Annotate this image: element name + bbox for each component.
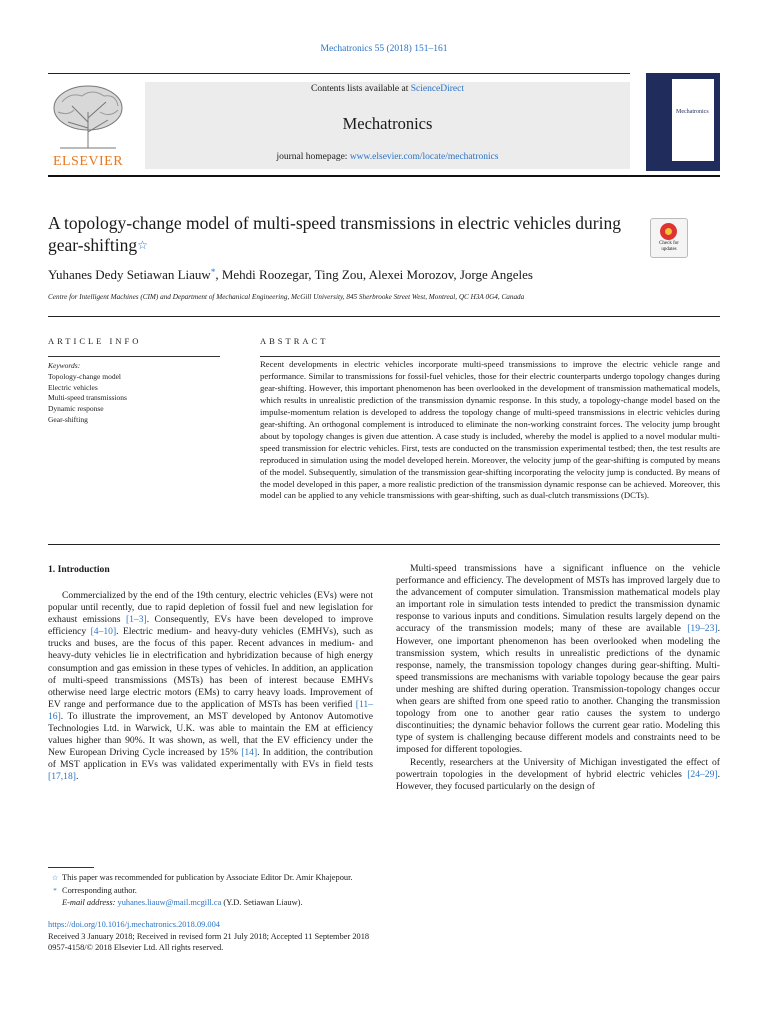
footnote-corresponding-text: Corresponding author. [62, 885, 137, 895]
email-suffix: (Y.D. Setiawan Liauw). [223, 898, 303, 907]
keyword-item: Topology-change model [48, 371, 121, 381]
footnote-email [48, 897, 353, 909]
email-label: E-mail address: [62, 898, 116, 907]
keywords-label: Keywords: [48, 361, 81, 370]
header-rule [48, 73, 630, 74]
footnotes [48, 872, 353, 909]
footnote-star-mark: ☆ [51, 874, 59, 882]
tree-icon [48, 82, 128, 150]
citation-link[interactable]: [17,18] [48, 771, 76, 783]
crossmark-label: Check for updates [659, 241, 679, 252]
crossmark-icon [660, 223, 677, 240]
abstract-heading: ABSTRACT [260, 336, 329, 346]
keyword-item: Dynamic response [48, 404, 104, 414]
citation-link[interactable]: [24–29] [687, 768, 718, 780]
article-info-heading: ARTICLE INFO [48, 336, 142, 346]
abstract-text: Recent developments in electric vehicles incorporate multi-speed transmissions to improve the electric vehicle range and performance. Similar to transmissions for fossil-fuel vehicles, those for their electric counterparts undergo topology changes during gear-shifting. However, this important phenomenon has been overlooked in the development of transmission mathematical models, which results in unrealistic prediction of the transmission dynamic response. In this study, a topology-change model based on the impulse-momentum relation is developed to address the topology change of multi-speed transmissions in electric vehicles during gear-shifting. An orthogonal complement is introduced to eliminate the non-working constraint forces. The velocity jump brought about by topology changes is given due attention. A case study is included, whereby the model is applied to a novel modular multi-speed transmission for electric vehicles. First, tests are conducted on the transmission experimental testbed; then, the test results are reproduced in simulation using the model developed herein. Moreover, the velocity jump of the gear-shifting is computed by means of the model. Subsequently, simulation of the transmission gear-shifting incorporating the velocity jump is conducted. By means of the model developed in this paper, a more realistic prediction of the transmission dynamic response can be achieved. Moreover, this model can be applied to any vehicle transmissions with gear-shifting, such as dual-clutch transmissions (DCTs). [260, 359, 720, 501]
contents-prefix: Contents lists available at [310, 84, 409, 94]
doi-link[interactable]: https://doi.org/10.1016/j.mechatronics.2018.09.004 [48, 920, 220, 929]
author-list [48, 267, 533, 283]
keyword-item: Gear-shifting [48, 414, 88, 424]
citation-link[interactable]: [11–16] [48, 698, 373, 722]
copyright: 0957-4158/© 2018 Elsevier Ltd. All rights reserved. [48, 943, 224, 952]
keyword-item: Multi-speed transmissions [48, 393, 127, 403]
keywords-block [48, 361, 127, 426]
footnote-editor-text: This paper was recommended for publication by Associate Editor Dr. Amir Khajepour. [62, 873, 353, 882]
affiliation-rule [48, 316, 720, 317]
journal-cover-thumbnail[interactable] [646, 73, 720, 171]
intro-paragraph-right-1: Multi-speed transmissions have a significant influence on the vehicle performance and efficiency. The development of MSTs has improved largely due to the advancement of computer simulation. Transmission mathematical models play an important role in simulation tests intended to predict the transmission dynamic response to various inputs and conditions. Simulation results largely depend on the accuracy of the transmission models; many of these are available [19–23]. However, one important phenomenon has been overlooked when modeling the transmission system, which results in unrealistic predictions of the dynamic response, namely, the transmission topology changes during gear-shifting. Multi-speed transmissions are mechanisms with variable topology because the gear pairs under meshing are shifted during operation. Transmission-topology changes occur when gears are shifted from one speed ratio to another. Changing the transmission topology from one to another gear ratio causes the system to undergo discontinuities; the dynamic behavior follows the current gear ratio. Modeling this type of system is challenging because different models and constraints need to be imposed for different topologies. [396, 563, 720, 756]
homepage-prefix: journal homepage: [276, 152, 348, 162]
masthead-rule [48, 175, 720, 177]
intro-paragraph-left: Commercialized by the end of the 19th century, electric vehicles (EVs) were not popular until recently, due to rapid depletion of fossil fuel and new legislation for exhaust emissions [1–3]. Consequently, EVs have been developed to improve efficiency [4–10]. Electric medium- and heavy-duty vehicles (EMHVs), such as trucks and buses, are the focus of this paper. Recent advances in medium- and heavy-duty vehicles lie in electrification and hybridization because of high energy consumption and gas emission in these types of vehicles. In addition, an application of multi-speed transmissions (MSTs) has been of interest because EMHVs otherwise need large electric motors (EMs) to carry heavy loads. Improvement of EV range and performance due to the application of MSTs has been verified [11–16]. To illustrate the improvement, an MST developed by Antonov Automotive Technologies Ltd. in Warwick, U.K. was able to maintain the EM at efficiency values higher than 90%. It was shown, as well, that the EV efficiency under the New European Driving Cycle increased by 15% [14]. In addition, the contribution of MST application in EVs was validated experimentally with EVs in field tests [17,18]. [48, 590, 373, 783]
corresponding-author-mark[interactable]: * [210, 267, 216, 277]
intro-column-right [396, 563, 720, 793]
abstract-rule [260, 356, 720, 357]
article-info-rule [48, 356, 220, 357]
elsevier-wordmark: ELSEVIER [52, 154, 124, 169]
footnote-editor [48, 872, 353, 885]
cover-title: Mechatronics [676, 109, 709, 115]
contents-line [145, 84, 630, 94]
sciencedirect-link[interactable]: ScienceDirect [410, 84, 464, 94]
title-footnote-mark[interactable]: ☆ [137, 238, 148, 252]
author-first[interactable]: Yuhanes Dedy Setiawan Liauw [48, 267, 211, 282]
publication-info [48, 919, 369, 954]
footnote-corresponding [48, 885, 353, 898]
homepage-line [145, 152, 630, 162]
email-link[interactable]: yuhanes.liauw@mail.mcgill.ca [117, 898, 222, 907]
citation-link[interactable]: [4–10] [90, 626, 117, 638]
keyword-item: Electric vehicles [48, 382, 98, 392]
elsevier-logo [48, 82, 128, 170]
journal-name: Mechatronics [342, 114, 433, 133]
check-for-updates-badge[interactable] [650, 218, 688, 258]
footnote-asterisk-mark: * [53, 886, 57, 895]
received-dates: Received 3 January 2018; Received in revised form 21 July 2018; Accepted 11 September 2018 [48, 931, 370, 941]
cover-stripe [649, 73, 672, 171]
footnote-rule [48, 867, 94, 868]
citation-link[interactable]: [14] [241, 747, 258, 759]
homepage-link[interactable]: www.elsevier.com/locate/mechatronics [349, 152, 499, 162]
journal-masthead [145, 82, 630, 169]
article-title [48, 212, 638, 256]
abstract-end-rule [48, 544, 720, 545]
affiliation: Centre for Intelligent Machines (CIM) and Department of Mechanical Engineering, McGill University, 845 Sherbrooke Street West, Montreal, QC H3A 0G4, Canada [48, 293, 525, 301]
journal-reference-link[interactable]: Mechatronics 55 (2018) 151–161 [320, 44, 448, 54]
section-heading-introduction: 1. Introduction [48, 564, 110, 575]
citation-link[interactable]: [19–23] [687, 623, 718, 635]
citation-link[interactable]: [1–3] [125, 614, 147, 626]
article-title-text: A topology-change model of multi-speed transmissions in electric vehicles during gear-shifting [48, 213, 621, 255]
intro-paragraph-right-2: Recently, researchers at the University of Michigan investigated the effect of powertrain topologies in the development of hybrid electric vehicles [24–29]. However, they focused particularly on the design of [396, 756, 720, 792]
author-rest: , Mehdi Roozegar, Ting Zou, Alexei Morozov, Jorge Angeles [215, 267, 533, 282]
